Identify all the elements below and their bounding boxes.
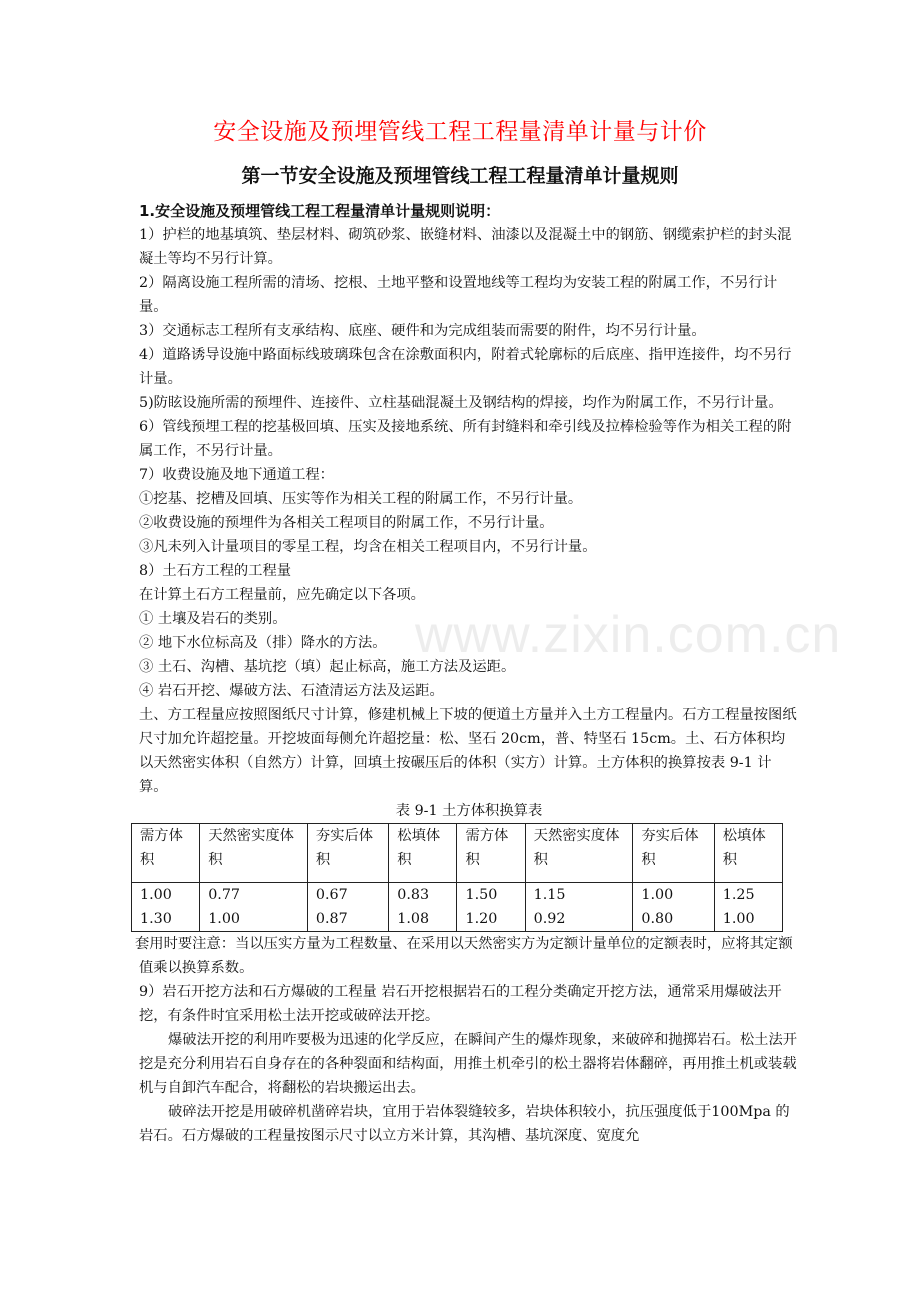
paragraph: 7）收费设施及地下通道工程：: [139, 467, 334, 483]
table-row: [132, 883, 783, 932]
list-item: ② 地下水位标高及（排）降水的方法。: [139, 635, 387, 651]
paragraph: 3）交通标志工程所有支承结构、底座、硬件和为完成组装而需要的附件，均不另行计量。: [139, 323, 706, 339]
list-item: ④ 岩石开挖、爆破方法、石渣清运方法及运距。: [139, 683, 444, 699]
table-cell: 1.15 0.92: [525, 883, 633, 932]
watermark: www.zixin.com.cn: [415, 606, 842, 664]
section-title: 第一节安全设施及预埋管线工程工程量清单计量规则: [241, 165, 679, 187]
column-header: 夯实后体积: [307, 824, 388, 883]
table-cell: 1.50 1.20: [457, 883, 525, 932]
section-heading: 1.安全设施及预埋管线工程工程量清单计量规则说明：: [139, 202, 501, 220]
column-header: 天然密实度体积: [200, 824, 308, 883]
list-item: ①挖基、挖槽及回填、压实等作为相关工程的附属工作，不另行计量。: [139, 491, 583, 507]
column-header: 松填体积: [714, 824, 782, 883]
document-title: 安全设施及预埋管线工程工程量清单计量与计价: [213, 119, 707, 145]
list-item: ②收费设施的预埋件为各相关工程项目的附属工作，不另行计量。: [139, 515, 554, 531]
paragraph: 土、方工程量应按照图纸尺寸计算，修建机械上下坡的便道土方量并入土方工程量内。石方工程量按图纸尺寸加允许超挖量。开挖坡面每侧允许超挖量：松、坚石 20cm，普、特坚石 15cm。土、石方体积均以天然密实体积（自然方）计算，回填土按碾压后的体积（实方）计算。土方体积的换算按表 9-1 计算。: [139, 707, 797, 795]
column-header: 松填体积: [389, 824, 457, 883]
list-item: ① 土壤及岩石的类别。: [139, 611, 287, 627]
table-cell: 0.67 0.87: [307, 883, 388, 932]
conversion-table: [131, 823, 783, 932]
paragraph: 9）岩石开挖方法和石方爆破的工程量 岩石开挖根据岩石的工程分类确定开挖方法，通常采用爆破法开挖，有条件时宜采用松土法开挖或破碎法开挖。: [139, 984, 782, 1024]
table-cell: 0.83 1.08: [389, 883, 457, 932]
list-item: ③ 土石、沟槽、基坑挖（填）起止标高，施工方法及运距。: [139, 659, 516, 675]
table-caption: 表 9-1 土方体积换算表: [395, 803, 543, 819]
table-header-row: [132, 824, 783, 883]
paragraph: 2）隔离设施工程所需的清场、挖根、土地平整和设置地线等工程均为安装工程的附属工作，不另行计量。: [139, 275, 778, 315]
paragraph: 8）土石方工程的工程量: [139, 563, 292, 579]
table-cell: 0.77 1.00: [200, 883, 308, 932]
table-cell: 1.25 1.00: [714, 883, 782, 932]
table-cell: 1.00 0.80: [633, 883, 714, 932]
column-header: 天然密实度体积: [525, 824, 633, 883]
paragraph: 破碎法开挖是用破碎机凿碎岩块，宜用于岩体裂缝较多，岩块体积较小，抗压强度低于100Mpa 的岩石。石方爆破的工程量按图示尺寸以立方米计算，其沟槽、基坑深度、宽度允: [139, 1104, 790, 1144]
paragraph: 套用时要注意：当以压实方量为工程数量、在采用以天然密实方为定额计量单位的定额表时，应将其定额值乘以换算系数。: [135, 936, 793, 976]
document-body: [135, 199, 799, 1148]
paragraph: 5)防眩设施所需的预埋件、连接件、立柱基础混凝土及钢结构的焊接，均作为附属工作，不另行计量。: [139, 395, 783, 411]
table-cell: 1.00 1.30: [132, 883, 200, 932]
column-header: 需方体积: [457, 824, 525, 883]
paragraph: 在计算土石方工程量前，应先确定以下各项。: [139, 587, 425, 603]
list-item: ③凡未列入计量项目的零星工程，均含在相关工程项目内，不另行计量。: [139, 539, 597, 555]
paragraph: 爆破法开挖的利用咋要极为迅速的化学反应，在瞬间产生的爆炸现象，来破碎和抛掷岩石。松土法开挖是充分利用岩石自身存在的各种裂面和结构面，用推土机牵引的松土器将岩体翻碎，再用推土机或装载机与自卸汽车配合，将翻松的岩块搬运出去。: [139, 1032, 798, 1096]
paragraph: 6）管线预埋工程的挖基极回填、压实及接地系统、所有封缝料和牵引线及拉棒检验等作为相关工程的附属工作，不另行计量。: [139, 419, 792, 459]
paragraph: 4）道路诱导设施中路面标线玻璃珠包含在涂敷面积内，附着式轮廓标的后底座、指甲连接件，均不另行计量。: [139, 347, 792, 387]
column-header: 夯实后体积: [633, 824, 714, 883]
column-header: 需方体积: [132, 824, 200, 883]
paragraph: 1）护栏的地基填筑、垫层材料、砌筑砂浆、嵌缝材料、油漆以及混凝土中的钢筋、钢缆索护栏的封头混凝土等均不另行计算。: [139, 227, 792, 267]
